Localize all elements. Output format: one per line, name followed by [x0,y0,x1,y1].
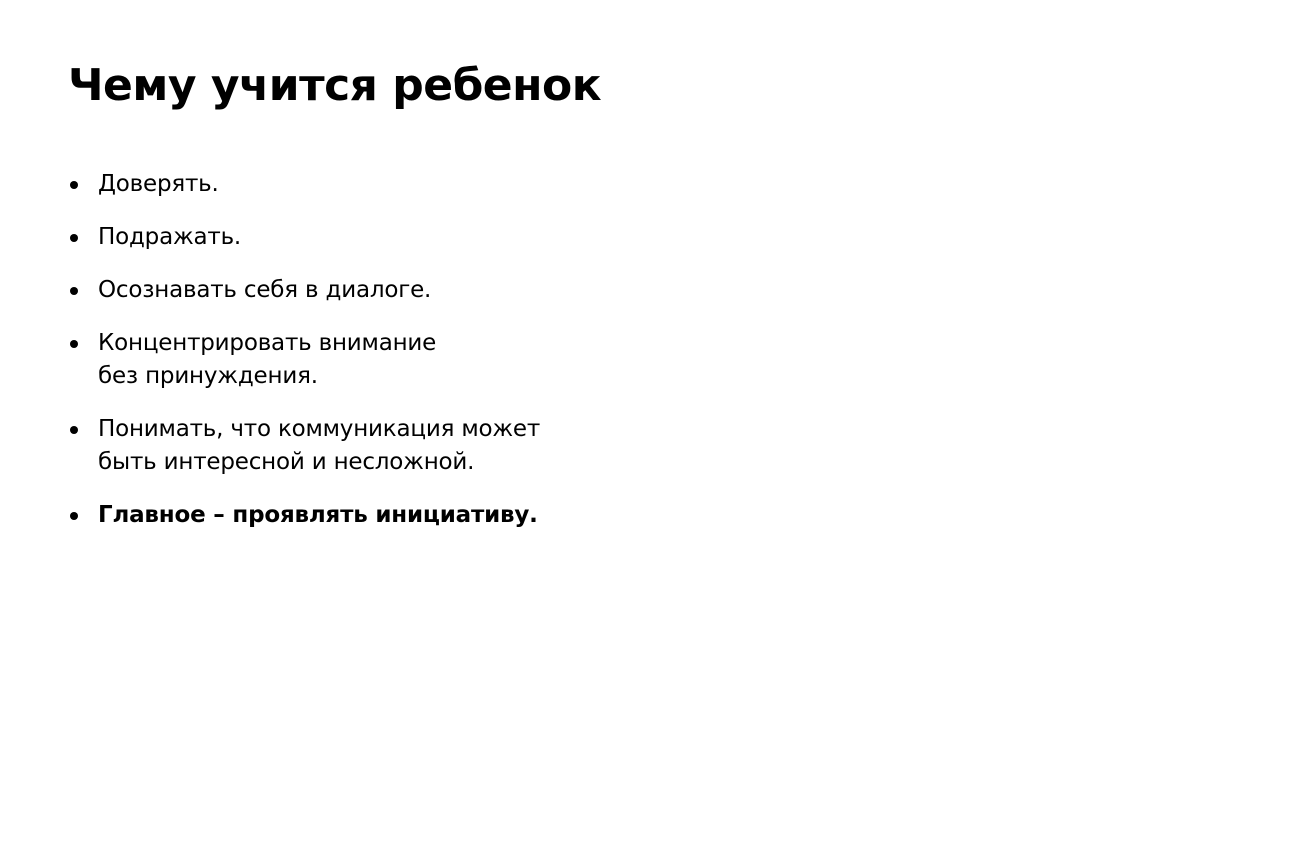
bullet-item-imitate [68,221,628,254]
bullet-dot-icon [70,426,78,434]
bullet-text: Подражать. [98,224,242,250]
bullet-text-line-2: без принуждения. [98,363,318,389]
bullet-text: Доверять. [98,171,219,197]
bullet-text: Главное – проявлять инициативу. [98,502,538,528]
bullet-dot-icon [70,512,78,520]
bullet-text-line-1: Понимать, что коммуникация может [98,416,541,442]
bullet-item-trust [68,168,628,201]
bullet-list [68,168,628,552]
bullet-dot-icon [70,234,78,242]
bullet-text-line-2: быть интересной и несложной. [98,449,475,475]
bullet-item-communication [68,413,628,479]
bullet-text: Осознавать себя в диалоге. [98,277,432,303]
bullet-text-line-1: Концентрировать внимание [98,330,437,356]
bullet-dot-icon [70,287,78,295]
bullet-item-concentration [68,327,628,393]
bullet-item-initiative [68,499,628,532]
bullet-dot-icon [70,340,78,348]
bullet-dot-icon [70,181,78,189]
bullet-item-self-awareness [68,274,628,307]
slide-title: Чему учится ребенок [68,60,602,111]
